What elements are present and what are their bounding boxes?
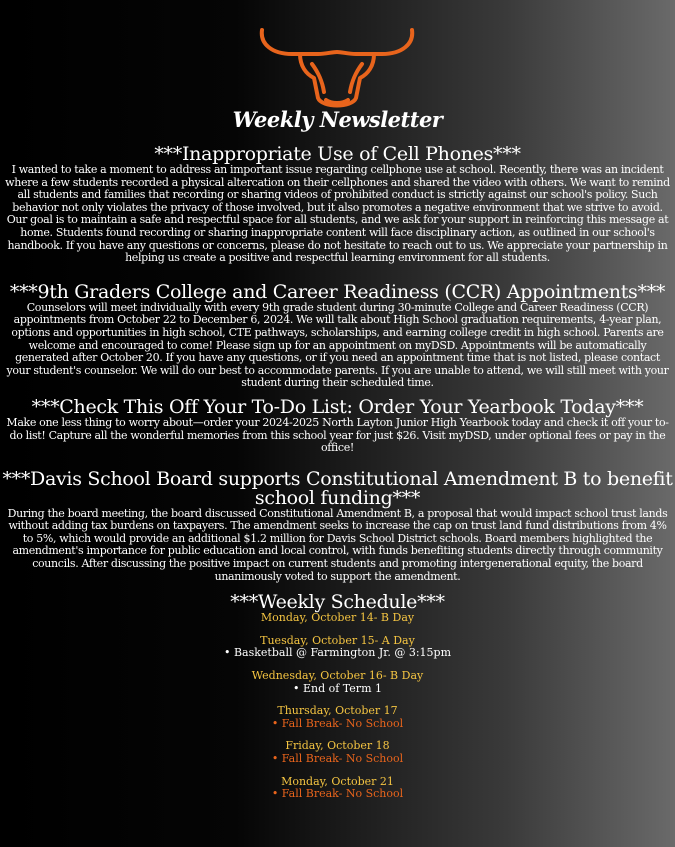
section-body: I wanted to take a moment to address an important issue regarding cellphone use at school. Recently, there was an incident where a few students recorded a physical altercation on their cellphones and shared the video with others. We want to remind all students and families that recording or sharing videos of prohibited conduct is strictly against our school's policy. Such behavior not only violates the privacy of those involved, but it also promotes a negative environment that we strive to avoid. Our goal is to maintain a safe and respectful space for all students, and we ask for your support in reinforcing this message at home. Students found recording or sharing inappropriate content will face disciplinary action, as outlined in our school's handbook. If you have any questions or concerns, please do not hesitate to reach out to us. We appreciate your partnership in helping us create a positive and respectful learning environment for all students.: [5, 163, 670, 265]
schedule-day-label: Wednesday, October 16- B Day: [251, 669, 424, 683]
section-cell-phones: [0, 145, 675, 265]
newsletter-content: [0, 145, 675, 801]
section-school-board: [0, 467, 675, 584]
section-body: During the board meeting, the board discussed Constitutional Amendment B, a proposal that would impact school trust lands without adding tax burdens on taxpayers. The amendment seeks to increase the cap on trust land fund distributions from 4% to 5%, which would provide an additional $1.2 million for Davis School District schools. Board members highlighted the amendment's importance for public education and local control, with funds benefiting students directly through community councils. After discussing the positive impact on current students and promoting intergenerational equity, the board unanimously voted to support the amendment.: [7, 506, 668, 583]
section-heading: ***Davis School Board supports Constitutional Amendment B to benefit school funding***: [2, 467, 673, 509]
schedule-day: [2, 740, 673, 765]
section-heading: ***Check This Off Your To-Do List: Order Your Yearbook Today***: [31, 395, 644, 418]
schedule-item: • Fall Break- No School: [271, 787, 404, 801]
longhorn-logo-icon: [0, 14, 675, 114]
schedule-day: [2, 705, 673, 730]
schedule-day-label: Thursday, October 17: [277, 704, 398, 718]
schedule-item: • End of Term 1: [292, 681, 382, 695]
section-heading: ***9th Graders College and Career Readiness (CCR) Appointments***: [9, 280, 666, 303]
schedule-item: • Fall Break- No School: [271, 716, 404, 730]
section-yearbook: [0, 395, 675, 455]
schedule-item: • Basketball @ Farmington Jr. @ 3:15pm: [223, 646, 452, 660]
section-ccr-appointments: [0, 280, 675, 390]
newsletter-title: Weekly Newsletter: [232, 107, 443, 132]
schedule-day: [2, 776, 673, 801]
schedule-day-label: Monday, October 14- B Day: [260, 611, 415, 625]
schedule-day-label: Friday, October 18: [285, 739, 390, 753]
section-body: Counselors will meet individually with every 9th grade student during 30-minute College and Career Readiness (CCR) appointments from October 22 to December 6, 2024. We will talk about High School graduation requirements, 4-year plan, options and opportunities in high school, CTE pathways, scholarships, and earning college credit in high school. Parents are welcome and encouraged to come! Please sign up for an appointment on myDSD. Appointments will be automatically generated after October 20. If you have any questions, or if you need an appointment time that is not listed, please contact your student's counselor. We will do our best to accommodate parents. If you are unable to attend, we will still meet with your student during their scheduled time.: [6, 300, 669, 390]
schedule-day: [2, 635, 673, 660]
schedule-day: [2, 612, 673, 625]
section-body: Make one less thing to worry about—order your 2024-2025 North Layton Junior High Yearbook today and check it off your to-do list! Capture all the wonderful memories from this school year for just $26. Visit myDSD, under optional fees or pay in the office!: [6, 415, 669, 455]
schedule-day: [2, 670, 673, 695]
schedule-day-label: Monday, October 21: [281, 774, 394, 788]
section-heading: ***Inappropriate Use of Cell Phones***: [154, 143, 521, 165]
schedule-day-label: Tuesday, October 15- A Day: [260, 633, 415, 647]
schedule-heading: ***Weekly Schedule***: [230, 591, 445, 614]
weekly-schedule: [0, 593, 675, 801]
schedule-item: • Fall Break- No School: [271, 752, 404, 765]
